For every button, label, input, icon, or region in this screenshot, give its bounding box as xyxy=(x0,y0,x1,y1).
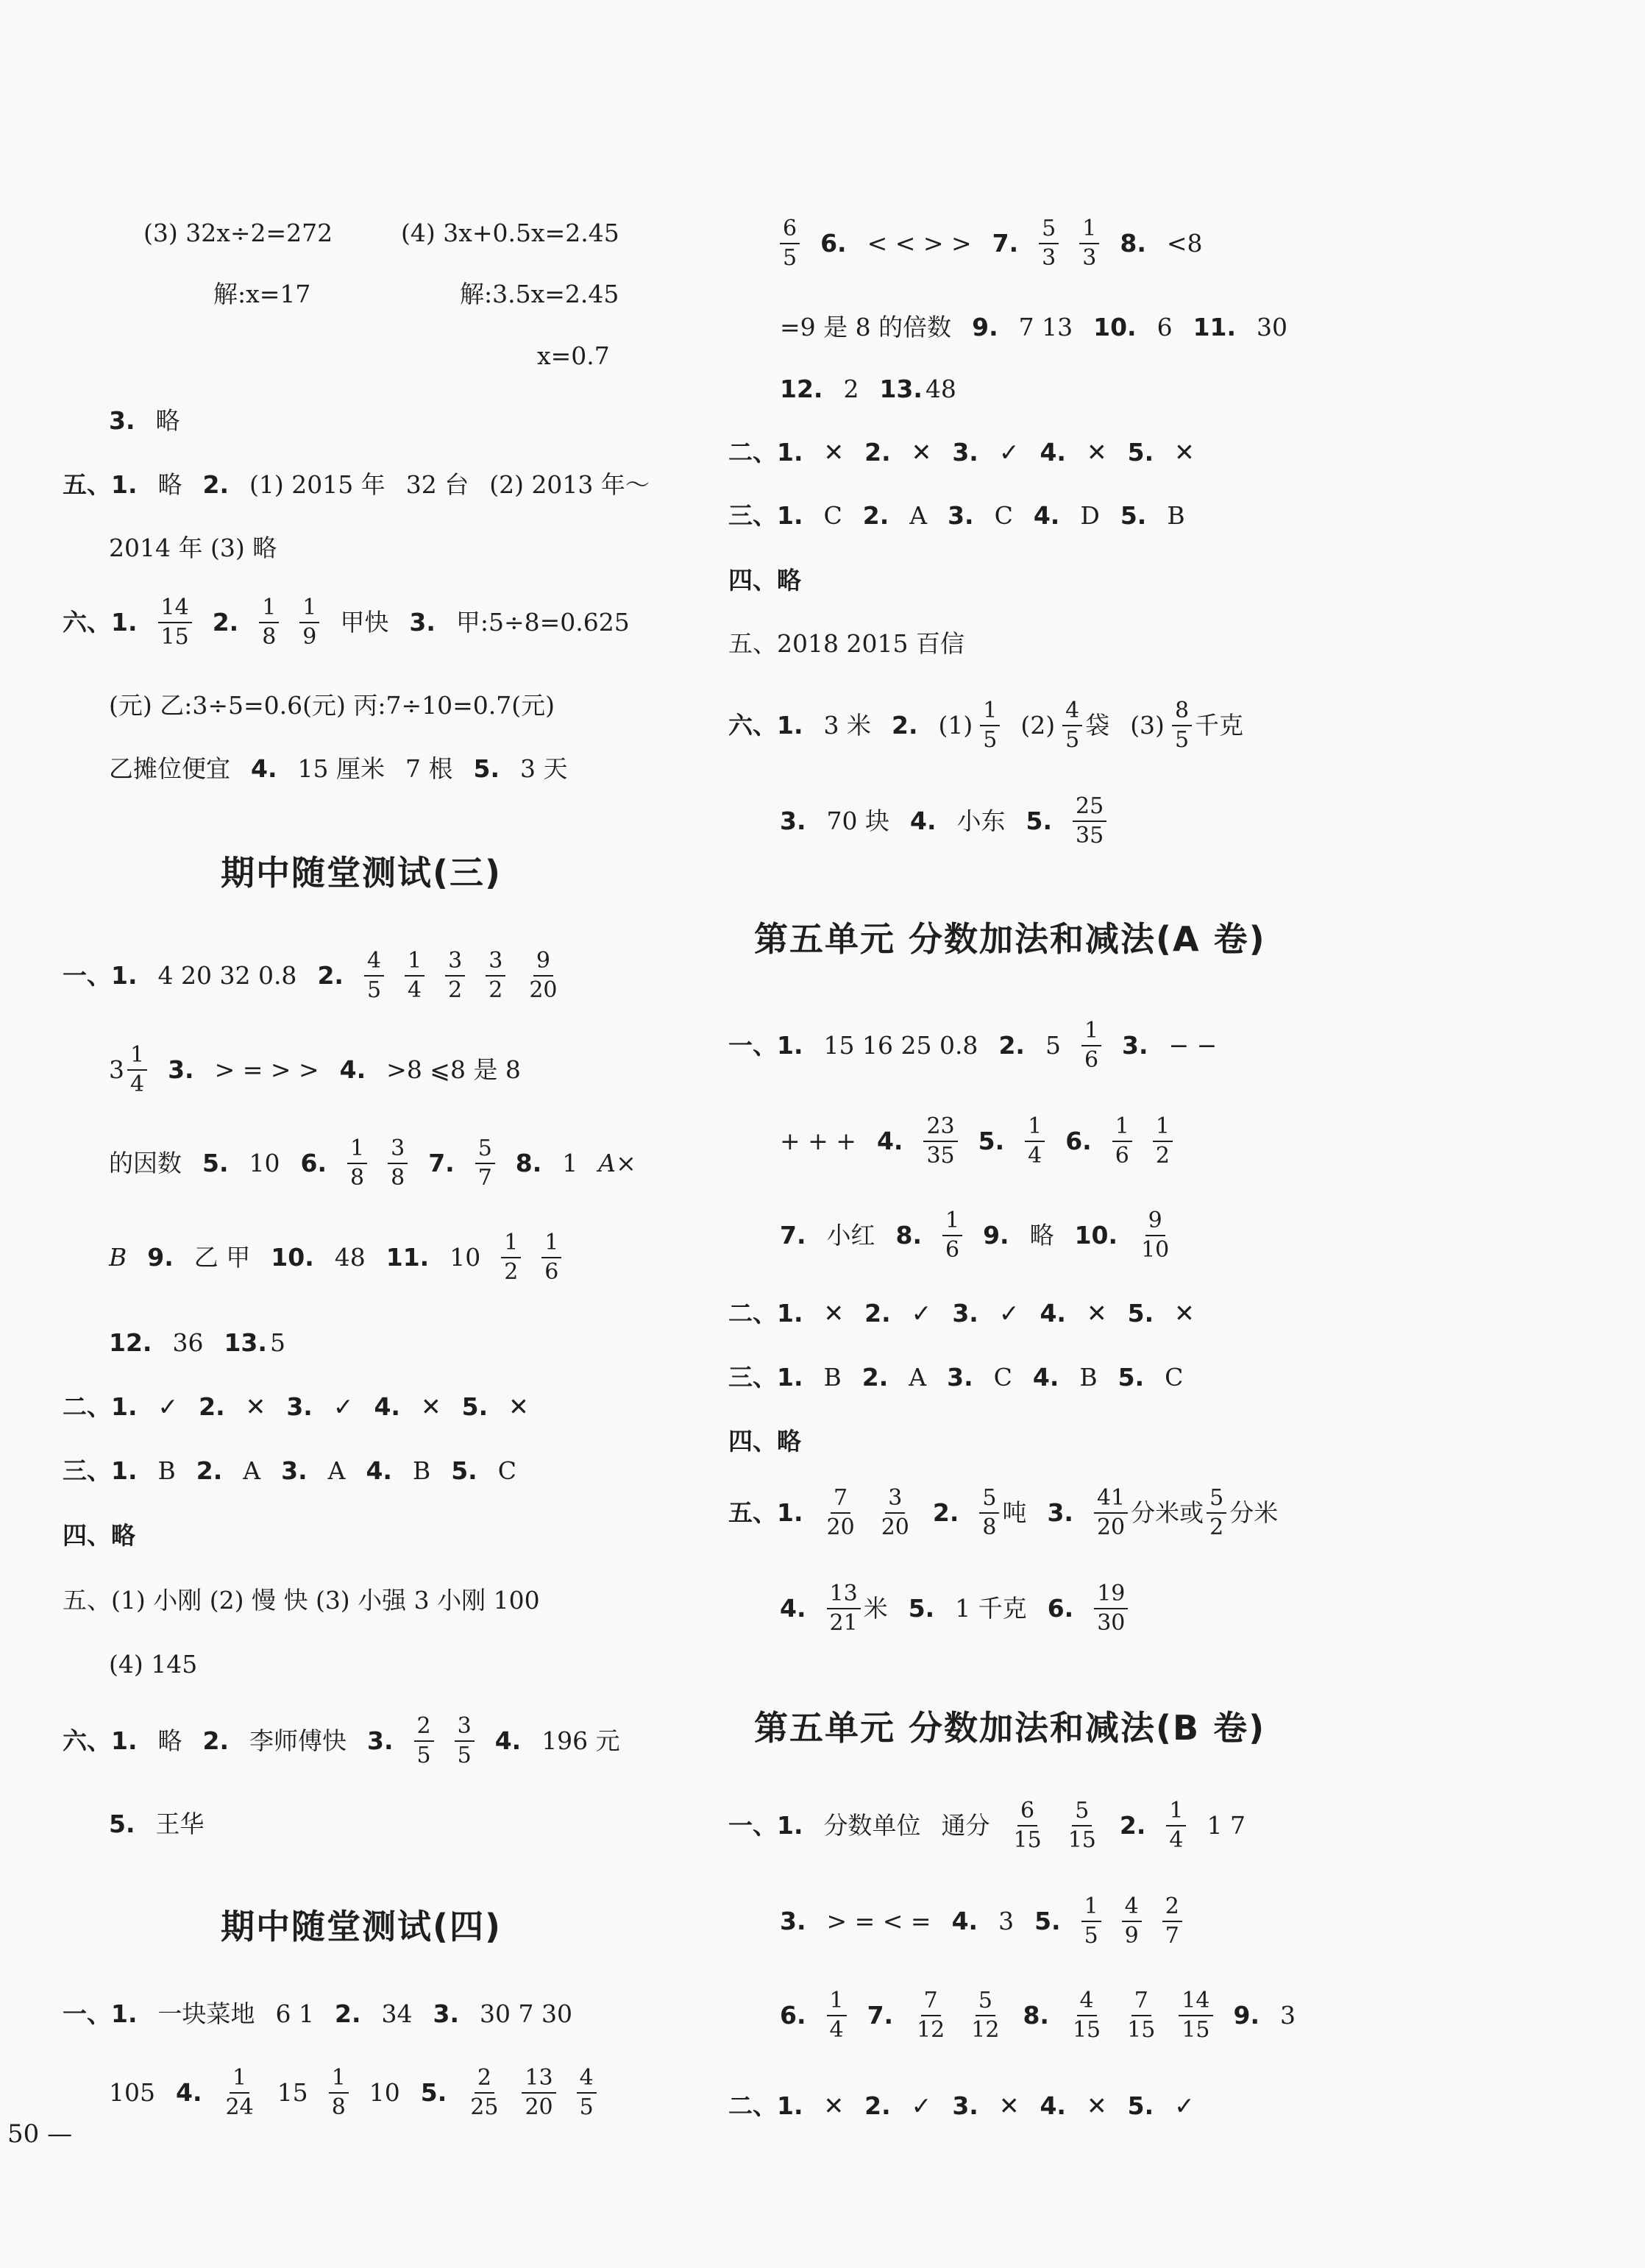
r-section-liu: 六、1. 3 米 2. (1) $\frac{1}{5}$ (2) $\frac{4}{5}$ 袋 (3) $\frac{8}{5}$ 千克 xyxy=(728,698,1244,753)
t3-q1-cont: 3 $\frac{1}{4}$ 3. > = > > 4. >8 ⩽8 是 8 xyxy=(109,1042,521,1097)
a-section-si: 四、略 xyxy=(728,1427,801,1456)
b-q1-cont2: 6. $\frac{1}{4}$ 7. $\frac{7}{12}$ $\frac{5}{12}$ 8. $\frac{4}{15}$ $\frac{7}{15}$ $\frac{14}{15}$ 9. 3 xyxy=(780,1988,1296,2043)
fraction: $\frac{7}{15}$ xyxy=(1127,1988,1156,2043)
a-q1-cont2: 7. 小红 8. $\frac{1}{6}$ 9. 略 10. $\frac{9}{10}$ xyxy=(780,1209,1193,1261)
section-wu-cont: 2014 年 (3) 略 xyxy=(109,534,277,562)
section-liu: 六、1. $\frac{14}{15}$ 2. $\frac{1}{8}$ $\frac{1}{9}$ 甲快 3. 甲:5÷8=0.625 xyxy=(63,595,630,650)
fraction: $\frac{13}{21}$ xyxy=(827,1582,861,1634)
fraction: $\frac{1}{6}$ xyxy=(1112,1115,1132,1167)
fraction: $\frac{1}{5}$ xyxy=(1081,1895,1101,1947)
fraction: $\frac{3}{2}$ xyxy=(486,949,505,1002)
section-title-midterm-3: 期中随堂测试(三) xyxy=(221,853,502,893)
r-section-er: 二、1. ✕ 2. ✕ 3. ✓ 4. ✕ 5. ✕ xyxy=(728,438,1195,467)
t3-section-san: 三、1. B 2. A 3. A 4. B 5. C xyxy=(63,1456,516,1485)
t3-q1-cont3: B 9. 乙 甲 10. 48 11. 10 $\frac{1}{2}$ $\frac{1}{6}$ xyxy=(109,1231,582,1283)
t4-q1: 一、1. 一块菜地 6 1 2. 34 3. 30 7 30 xyxy=(63,1999,572,2028)
equation-4: (4) 3x+0.5x=2.45 xyxy=(401,219,619,247)
section-title-unit5-a: 第五单元 分数加法和减法(A 卷) xyxy=(754,919,1266,959)
fraction: $\frac{5}{7}$ xyxy=(475,1137,495,1189)
a-section-wu-cont: 4. $\frac{13}{21}$ 米 5. 1 千克 6. $\frac{19}{30}$ xyxy=(780,1582,1148,1634)
t4-q1-cont: 105 4. $\frac{1}{24}$ 15 $\frac{1}{8}$ 10 5. $\frac{2}{25}$ $\frac{13}{20}$ $\frac{4}{5}$ xyxy=(109,2066,617,2119)
r-section-wu: 五、2018 2015 百信 xyxy=(728,629,964,658)
fraction: $\frac{23}{35}$ xyxy=(923,1115,957,1167)
r-section-san: 三、1. C 2. A 3. C 4. D 5. B xyxy=(728,501,1185,530)
fraction: $\frac{1}{8}$ xyxy=(259,596,279,648)
fraction: $\frac{1}{6}$ xyxy=(541,1231,561,1283)
fraction: $\frac{5}{15}$ xyxy=(1067,1798,1096,1853)
fraction: $\frac{5}{3}$ xyxy=(1039,217,1059,269)
fraction: $\frac{13}{20}$ xyxy=(522,2066,555,2119)
r-section-si: 四、略 xyxy=(728,566,801,595)
solution-4-line1: 解:3.5x=2.45 xyxy=(460,280,619,308)
fraction: $\frac{5}{8}$ xyxy=(979,1486,999,1539)
section-liu-cont2: 乙摊位便宜 4. 15 厘米 7 根 5. 3 天 xyxy=(109,754,568,783)
section-title-unit5-b: 第五单元 分数加法和减法(B 卷) xyxy=(754,1708,1266,1748)
t3-section-wu: 五、(1) 小刚 (2) 慢 快 (3) 小强 3 小刚 100 xyxy=(63,1586,540,1615)
fraction: $\frac{41}{20}$ xyxy=(1094,1486,1128,1539)
equation-3: (3) 32x÷2=272 xyxy=(143,219,333,247)
a-section-er: 二、1. ✕ 2. ✓ 3. ✓ 4. ✕ 5. ✕ xyxy=(728,1299,1195,1328)
fraction: $\frac{3}{2}$ xyxy=(445,949,465,1002)
fraction: $\frac{7}{12}$ xyxy=(917,1988,945,2043)
fraction: $\frac{1}{8}$ xyxy=(329,2066,349,2119)
fraction: $\frac{7}{20}$ xyxy=(826,1485,855,1540)
a-section-san: 三、1. B 2. A 3. C 4. B 5. C xyxy=(728,1363,1184,1392)
fraction: $\frac{2}{5}$ xyxy=(414,1715,434,1767)
fraction: $\frac{9}{10}$ xyxy=(1141,1208,1170,1263)
fraction: $\frac{3}{8}$ xyxy=(388,1137,408,1189)
b-q1-cont: 3. > = < = 4. 3 5. $\frac{1}{5}$ $\frac{4}{9}$ $\frac{2}{7}$ xyxy=(780,1895,1203,1947)
fraction: $\frac{5}{2}$ xyxy=(1207,1486,1226,1539)
fraction: $\frac{9}{20}$ xyxy=(529,948,558,1003)
fraction: $\frac{4}{5}$ xyxy=(577,2066,597,2119)
fraction: $\frac{19}{30}$ xyxy=(1094,1582,1128,1634)
fraction: $\frac{1}{4}$ xyxy=(827,1989,847,2041)
r-q-cont: $\frac{6}{5}$ 6. < < > > 7. $\frac{5}{3}$ $\frac{1}{3}$ 8. <8 xyxy=(780,217,1223,269)
fraction: $\frac{25}{35}$ xyxy=(1073,795,1106,847)
fraction: $\frac{2}{7}$ xyxy=(1162,1895,1182,1947)
r-section-liu-cont: 3. 70 块 4. 小东 5. $\frac{25}{35}$ xyxy=(780,795,1127,847)
fraction: $\frac{1}{3}$ xyxy=(1079,217,1099,269)
fraction: $\frac{1}{4}$ xyxy=(405,949,424,1002)
fraction: $\frac{1}{24}$ xyxy=(225,2065,254,2120)
b-q1: 一、1. 分数单位 通分 $\frac{6}{15}$ $\frac{5}{15}$ 2. $\frac{1}{4}$ 1 7 xyxy=(728,1798,1246,1853)
a-section-wu: 五、1. $\frac{7}{20}$ $\frac{3}{20}$ 2. $\frac{5}{8}$ 吨 3. $\frac{41}{20}$ 分米或 $\frac{5}{2}$ 分米 xyxy=(728,1485,1279,1540)
t3-section-liu: 六、1. 略 2. 李师傅快 3. $\frac{2}{5}$ $\frac{3}{5}$ 4. 196 元 xyxy=(63,1713,620,1768)
right-column xyxy=(728,0,1645,2208)
t3-q1: 一、1. 4 20 32 0.8 2. $\frac{4}{5}$ $\frac{1}{4}$ $\frac{3}{2}$ $\frac{3}{2}$ $\frac{9}{20}$ xyxy=(63,949,581,1002)
solution-4-line2: x=0.7 xyxy=(537,341,610,370)
fraction: $\frac{3}{5}$ xyxy=(455,1715,475,1767)
section-liu-cont: (元) 乙:3÷5=0.6(元) 丙:7÷10=0.7(元) xyxy=(109,691,555,720)
t3-q1-cont2: 的因数 5. 10 6. $\frac{1}{8}$ $\frac{3}{8}$ 7. $\frac{5}{7}$ 8. 1 A× xyxy=(109,1135,636,1191)
solution-3: 解:x=17 xyxy=(213,280,311,308)
fraction: $\frac{14}{15}$ xyxy=(1179,1989,1212,2041)
fraction: $\frac{1}{6}$ xyxy=(1081,1019,1101,1071)
answer-line: 3. 略 xyxy=(109,406,180,435)
fraction: $\frac{5}{12}$ xyxy=(971,1988,1000,2043)
fraction: $\frac{4}{15}$ xyxy=(1072,1988,1101,2043)
t3-section-wu-cont: (4) 145 xyxy=(109,1650,198,1679)
r-q-cont3: 12. 2 13. 48 xyxy=(780,375,956,403)
b-section-er: 二、1. ✕ 2. ✓ 3. ✕ 4. ✕ 5. ✓ xyxy=(728,2091,1195,2120)
t3-section-liu-cont: 5. 王华 xyxy=(109,1810,205,1838)
fraction: $\frac{1}{4}$ xyxy=(1025,1115,1045,1167)
page-number: 50 — xyxy=(7,2119,73,2149)
fraction: $\frac{4}{9}$ xyxy=(1122,1895,1142,1947)
fraction: $\frac{1}{9}$ xyxy=(299,596,319,648)
fraction: $\frac{1}{5}$ xyxy=(980,699,1000,751)
t3-section-er: 二、1. ✓ 2. ✕ 3. ✓ 4. ✕ 5. ✕ xyxy=(63,1392,529,1421)
fraction: $\frac{6}{15}$ xyxy=(1013,1798,1042,1853)
fraction: $\frac{8}{5}$ xyxy=(1172,699,1192,751)
fraction: $\frac{1}{8}$ xyxy=(347,1137,367,1189)
fraction: $\frac{4}{5}$ xyxy=(364,949,384,1002)
a-q1: 一、1. 15 16 25 0.8 2. 5 $\frac{1}{6}$ 3. − − xyxy=(728,1018,1218,1073)
fraction: $\frac{6}{5}$ xyxy=(780,217,800,269)
fraction: $\frac{14}{15}$ xyxy=(158,596,192,648)
t3-section-si: 四、略 xyxy=(63,1521,135,1550)
fraction: $\frac{3}{20}$ xyxy=(881,1485,909,1540)
section-title-midterm-4: 期中随堂测试(四) xyxy=(221,1907,502,1946)
fraction: $\frac{4}{5}$ xyxy=(1062,699,1082,751)
left-column xyxy=(0,0,736,2208)
r-q-cont2: =9 是 8 的倍数 9. 7 13 10. 6 11. 30 xyxy=(780,313,1288,341)
t3-q1-cont4: 12. 36 13. 5 xyxy=(109,1328,285,1357)
fraction: $\frac{1}{6}$ xyxy=(942,1209,962,1261)
section-wu: 五、1. 略 2. (1) 2015 年 32 台 (2) 2013 年～ xyxy=(63,470,650,499)
fraction: $\frac{2}{25}$ xyxy=(470,2065,499,2120)
fraction: $\frac{1}{4}$ xyxy=(127,1043,147,1096)
fraction: $\frac{1}{2}$ xyxy=(1153,1115,1173,1167)
fraction: $\frac{1}{4}$ xyxy=(1166,1799,1186,1851)
fraction: $\frac{1}{2}$ xyxy=(501,1231,521,1283)
a-q1-cont: + + + 4. $\frac{23}{35}$ 5. $\frac{1}{4}$ 6. $\frac{1}{6}$ $\frac{1}{2}$ xyxy=(780,1115,1193,1167)
